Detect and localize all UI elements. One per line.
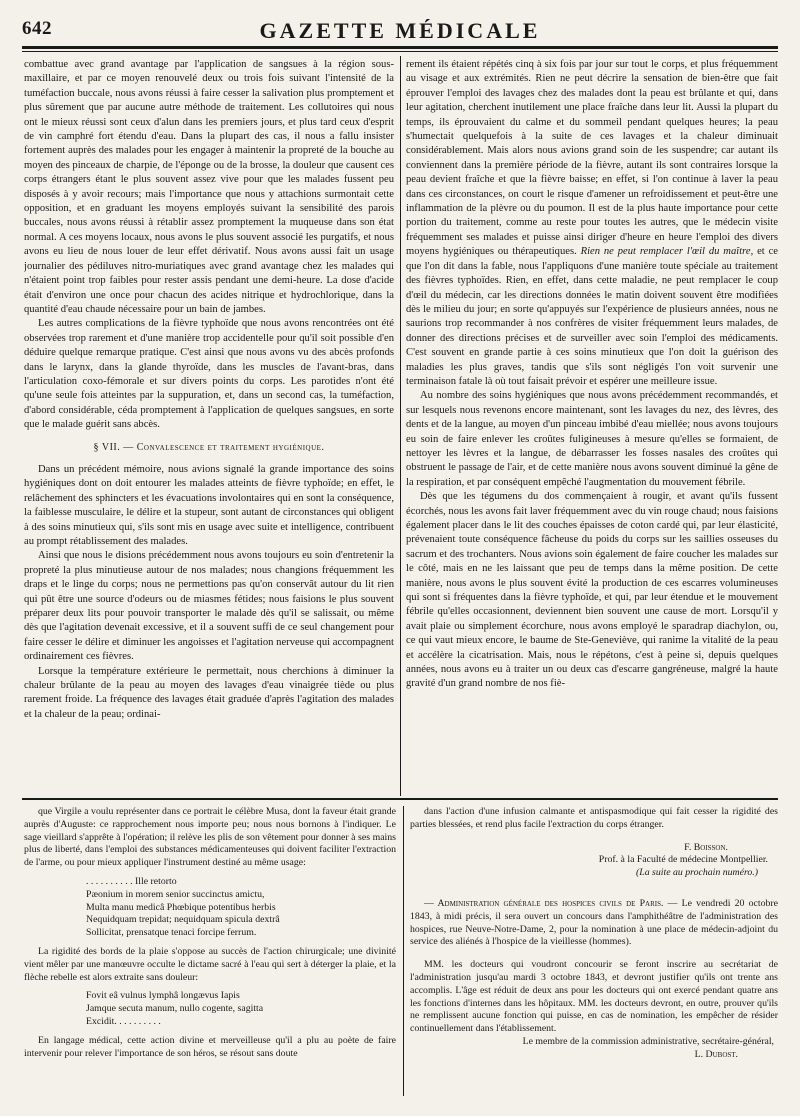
- notice-heading: — Administration générale des hospices civils de Paris.: [424, 897, 664, 909]
- verse-line: Sollicitat, prensatque tenaci forcipe ferrum.: [86, 927, 257, 939]
- verse-line: Jamque secuta manum, nullo cogente, sagitta: [86, 1003, 264, 1015]
- verse-line: Nequidquam trepidat; nequidquam spicula dextrâ: [86, 914, 280, 926]
- right-column: [406, 58, 778, 796]
- paragraph: Ainsi que nous le disions précédemment nous avons toujours eu soin d'entretenir la propreté la plus minutieuse autour de nos malades; nous changions fréquemment les draps et le linge du corps; nous ne permettions pas qu'on conservât autour du lit rien qui pût être une source d'odeurs ou de miasmes fétides; nous faisions le plus souvent préparer deux lits pour pouvoir transporter le malade dès qu'il se salissait, ou même dès que l'agitation devenait excessive, et il a souvent suffi de ce seul changement pour faire cesser le délire et diminuer les angoisses et l'agitation nerveuse qui accompagnent ordinairement ces fièvres.: [24, 550, 394, 663]
- publication-title: GAZETTE MÉDICALE: [259, 18, 541, 43]
- paragraph: Les autres complications de la fièvre typhoïde que nous avons rencontrées ont été observées trop rarement et d'une manière trop accidentelle pour qu'il soit possible d'en déduire quelque remarque pratique. C'est ainsi que nous avons vu des abcès profonds dans le larynx, dans la glande thyroïde, dans les muscles de l'avant-bras, dans l'articulation coxo-fémorale et sur divers points du corps. Les parotides n'ont été qu'une seule fois atteintes par la suppuration, et, dans un second cas, la tuméfaction, d'abord considérable, céda promptement à l'application de quelques sangsues, en sorte que le malade guérit sans abcès.: [24, 318, 394, 431]
- paragraph: En langage médical, cette action divine et merveilleuse qu'il a plu au poète de faire intervenir pour relever l'importance de son héros, se résout sans doute: [24, 1034, 396, 1059]
- verse-line: Excidit. . . . . . . . . .: [86, 1015, 161, 1027]
- page-header: [22, 18, 778, 44]
- feuilleton-left: [24, 806, 396, 1096]
- italic-quote: Rien ne peut remplacer l'œil du maître,: [580, 246, 754, 258]
- paragraph: Au nombre des soins hygiéniques que nous avons précédemment recommandés, et sur lesquels nous revenons encore maintenant, sont les lavages du nez, des lèvres, des dents et de la langue, au moyen d'un pinceau imbibé d'eau miellée; nous avons toujours eu soin de faire enlever les croûtes fuligineuses à mesure qu'elles se formaient, de nettoyer les lèvres et la langue, de débarrasser les fosses nasales des croûtes qui obstruent le passage de l'air, et de cette manière nous avons souvent diminué la gêne de la respiration, et par conséquent empêché l'augmentation du mouvement fébrile.: [406, 390, 778, 488]
- author-title: Prof. à la Faculté de médecine Montpellier.: [598, 854, 768, 866]
- notice-signed-by: Le membre de la commission administrative, secrétaire-général,: [522, 1035, 774, 1047]
- paragraph: Dès que les tégumens du dos commençaient à rougir, et avant qu'ils fussent écorchés, nous les avons fait laver fréquemment avec du vin rouge chaud; nous faisions également placer dans le lit des couches épaisses de coton cardé qui, par leur élasticité, prévenaient toute conséquence fâcheuse du poids du corps sur les saillies osseuses du sacrum et des trochanters. Nous avions soin également de faire coucher les malades sur le côté, mais en ne les laissant que peu de temps dans la même position. De cette manière, nous avons le plus souvent évité la production de ces escarres volumineuses qui sont si fréquentes dans la fièvre typhoïde, et qui, par leur étendue et le mouvement fébrile qu'elles occasionnent, deviennent bien souvent une cause de mort. Lorsqu'il y avait plaie ou simplement écorchure, nous avons employé le sparadrap diachylon, ou, ce qui vaut mieux encore, le baume de Ste-Geneviève, qui ranime la vitalité de la peau et accélère la cicatrisation. Mais, nous le répétons, c'est à peine si, depuis quelques années, nous avons eu à traiter un ou deux cas d'escarre gangréneuse, malgré la haute gravité d'un grand nombre de nos fiè-: [406, 491, 778, 690]
- verse-line: Fovit eâ vulnus lymphâ longævus Iapis: [86, 990, 240, 1002]
- header-rule-thin: [22, 51, 778, 52]
- notice-text: — Le vendredi 20 octobre 1843, à midi précis, il sera ouvert un concours dans l'amphithéâtre de l'administration des hospices, rue Neuve-Notre-Dame, 2, pour la nomination à une place de médecin-adjoint du service des aliénés à l'hospice de la vieillesse (hommes).: [410, 897, 778, 948]
- section-heading: [24, 441, 394, 455]
- paragraph: La rigidité des bords de la plaie s'oppose au succès de l'action chirurgicale; une divinité vient mêler par une manœuvre occulte le dictame sacré à l'eau qui sert à déterger la plaie, et la flèche rebelle est alors extraite sans douleur:: [24, 945, 396, 983]
- paragraph: combattue avec grand avantage par l'application de sangsues à la région sous-maxillaire, et par ce moyen renouvelé deux ou trois fois suivant l'intensité de la tuméfaction buccale, nous avons réussi à faire cesser la salivation plus promptement et plus sûrement que par aucune autre méthode de traitement. Les collutoires qui nous ont le mieux réussi sont ceux d'alun dans les premiers jours, et plus tard ceux d'esprit de vin camphré fort étendu d'eau. Dans la plupart des cas, il nous a fallu insister fortement auprès des malades pour les engager à maintenir la propreté de la bouche au moyen des pinceaux de charpie, de l'éponge ou de la brosse, la douleur que causent ces corps étrangers étant le plus souvent assez vive pour que les malades fussent peu disposés à y avoir recours; mais l'importance que nous y attachions surmontait cette opposition, et en graduant les moyens employés suivant la sensibilité des parois buccales, nous avons réussi à rétablir assez promptement la muqueuse dans son état normal. A ces moyens locaux, nous avons le plus souvent associé les purgatifs, et nous avons eu lieu de nous louer de leur effet dérivatif. Nous avons aussi fait un usage journalier des pédiluves nitro-muriatiques avec grand avantage chez les malades qui n'étaient point trop faibles pour rester assis pendant une demi-heure. La dose d'acide était d'environ une once pour chacun des acides nitrique et hydrochlorique, dans la quantité d'eau chaude nécessaire pour un bain de jambes.: [24, 59, 394, 315]
- feuilleton-right: [410, 806, 778, 1096]
- paragraph-text: et ce que l'on dit dans la fable, nous l'appliquons d'une manière toute spéciale au traitement des fièvres typhoïdes. Rien, en effet, dans cette maladie, ne peut remplacer le coup d'œil du médecin, car les directions données le matin doivent souvent être modifiées dès le milieu du jour; en sorte qu'appuyés sur l'expérience de plusieurs années, nous ne saurions trop recommander à nos confrères de visiter fréquemment leurs malades, de donner des directions précises et de surveiller avec soin l'emploi des médicaments. C'est souvent en grande partie à ces soins minutieux que l'on doit la guérison des maladies les plus graves, tandis que s'ils sont négligés l'on voit survenir une terminaison fatale là où tout faisait prévoir et espérer une meilleure issue.: [406, 246, 778, 387]
- verse-line: Pæonium in morem senior succinctus amictu,: [86, 888, 265, 900]
- latin-verse-2: [86, 990, 396, 1028]
- paragraph: Lorsque la température extérieure le permettait, nous cherchions à diminuer la chaleur brûlante de la peau au moyen des lavages d'eau vinaigrée tiède ou plus rarement froide. La fréquence des lavages était graduée d'après l'agitation des malades et la chaleur de la peau; ordinai-: [24, 665, 394, 720]
- notice-paragraph: [410, 898, 778, 949]
- latin-verse-1: [86, 876, 396, 940]
- section-title: Convalescence et traitement hygiénique.: [136, 441, 325, 453]
- feuilleton-divider: [403, 806, 404, 1096]
- left-column: [24, 58, 394, 796]
- notice-paragraph: MM. les docteurs qui voudront concourir se feront inscrire au secrétariat de l'administration jusqu'au mardi 3 octobre 1843, et devront justifier qu'ils ont trente ans accomplis. L'âge est réduit de deux ans pour les docteurs qui ont exercé pendant quatre ans les fonctions d'internes dans les hôpitaux. MM. les docteurs devront, en outre, prouver qu'ils ne remplissent aucune fonction qui puisse, en cas de nomination, les empêcher de résider continuellement dans l'établissement.: [410, 959, 778, 1035]
- notice-signature: L. Dubost.: [694, 1048, 738, 1060]
- paragraph-text: rement ils étaient répétés cinq à six fois par jour sur tout le corps, et plus fréquemment au visage et aux extrémités. Rien ne peut décrire la sensation de bien-être que fait éprouver l'emploi des lavages chez des malades dont la peau est brûlante et qui, dans leur agitation, cherchent inutilement une place fraîche dans leur lit. Aussi la plupart du temps, ils éprouvaient du calme et du sommeil pendant quelques heures; la peau s'humectait quelquefois à la suite de ces lavages et la chaleur diminuait considérablement. Mais alors nous avions grand soin de les suspendre; car autant ils conviennent dans la première période de la fièvre, autant ils sont contraires lorsque la peau devient fraîche et que la fièvre baisse; en effet, si l'on continue à laver la peau dans ces circonstances, on court le risque d'amener un refroidissement et peut-être une inflammation de la plèvre ou du poumon. Il est de la plus haute importance pour cette portion du traitement, comme au reste pour toutes les autres, que le médecin visite fréquemment ses malades et puisse ainsi diriger d'heure en heure l'emploi des divers moyens hygiéniques ou thérapeutiques.: [406, 59, 778, 258]
- paragraph: [406, 58, 778, 389]
- feuilleton-separator: [22, 798, 778, 800]
- continuation-note: (La suite au prochain numéro.): [636, 867, 758, 879]
- section-number: § VII. —: [93, 441, 134, 453]
- column-divider: [400, 56, 401, 796]
- verse-line: Multa manu medicâ Phœbique potentibus herbis: [86, 901, 276, 913]
- page-number: 642: [22, 18, 52, 39]
- author-signature: F. Boisson.: [684, 841, 728, 853]
- header-rule-thick: [22, 46, 778, 49]
- paragraph: dans l'action d'une infusion calmante et antispasmodique qui fait cesser la rigidité des parties blessées, et rend plus facile l'extraction du corps étranger.: [410, 806, 778, 830]
- verse-line: . . . . . . . . . . Ille retorto: [86, 875, 177, 887]
- paragraph: Dans un précédent mémoire, nous avions signalé la grande importance des soins hygiéniques dont on doit entourer les malades atteints de fièvre typhoïde; en effet, le relâchement des sphincters et les évacuations involontaires qui en sont la conséquence, la faiblesse musculaire, le délire et la stupeur, sont autant de circonstances qui obligent à des soins minutieux qui, s'ils sont mis en usage avec suite et intelligence, contribuent au prompt rétablissement des malades.: [24, 463, 394, 547]
- paragraph: que Virgile a voulu représenter dans ce portrait le célèbre Musa, dont la faveur était grande auprès d'Auguste: ce rapprochement nous importe peu; nous nous bornons à l'indiquer. Le sage vieillard s'apprête à l'opération; il relève les plis de son vêtement pour donner à ses mains plus de liberté, dans l'emploi des substances médicamenteuses qui doivent faciliter l'extraction de l'arme, ou pour mieux appliquer l'instrument destiné au même usage:: [24, 806, 396, 869]
